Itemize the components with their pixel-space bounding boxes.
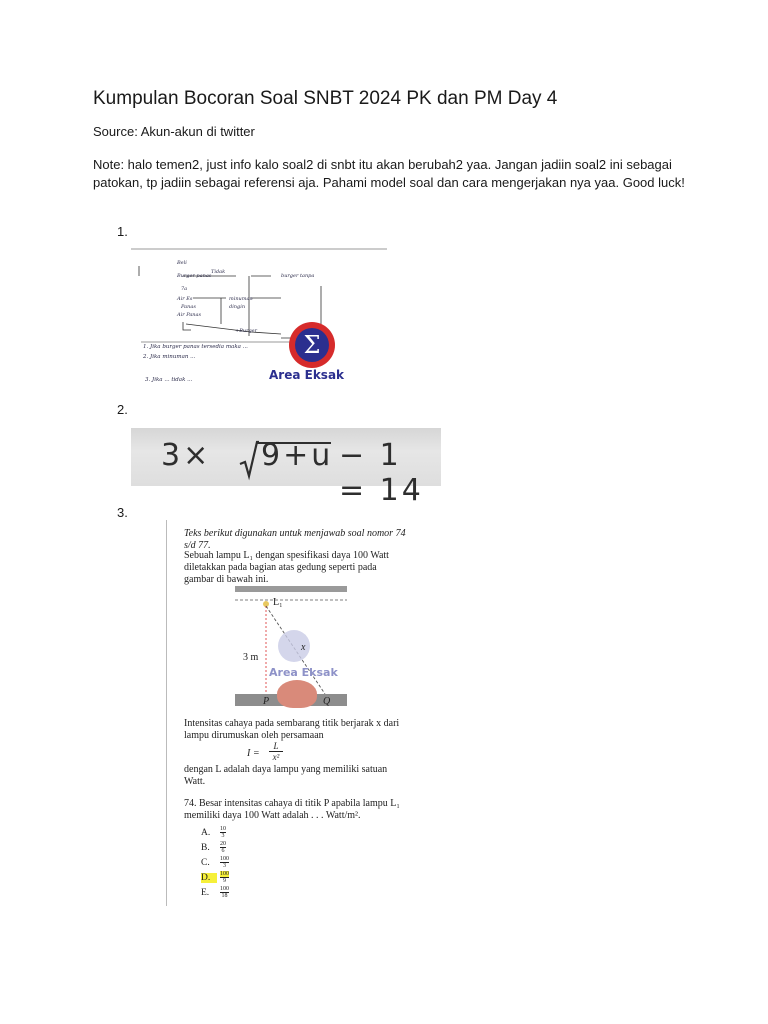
textbook-page-image [166, 520, 413, 906]
question-74: 74. Besar intensitas cahaya di titik P apabila lampu L₁ memiliki daya 100 Watt adalah . . . Watt/m². [184, 798, 400, 821]
document-title: Kumpulan Bocoran Soal SNBT 2024 PK dan PM Day 4 [93, 88, 558, 109]
answer-option [201, 886, 229, 899]
option-fraction [220, 871, 229, 884]
answer-option [201, 871, 229, 884]
option-denominator: 6 [221, 848, 225, 854]
sigma-symbol: Σ [295, 328, 329, 362]
note-minuman: minuman [229, 296, 253, 302]
equation-left: 3× [161, 438, 212, 473]
option-numerator: 10 [220, 826, 226, 832]
unit-text: dengan L adalah daya lampu yang memiliki satuan Watt. [184, 764, 388, 787]
note-tidak: Tidak [211, 269, 226, 275]
option-fraction [220, 886, 229, 899]
note-list-2: 2. Jika minuman ... [143, 354, 196, 360]
note-burger-panas: Burger panas [177, 273, 212, 279]
note-beli: Beli [177, 260, 187, 266]
handwritten-notes-image [131, 246, 387, 388]
note-list-3: 3. Jika ... tidak ... [145, 377, 193, 383]
label-x: x [301, 642, 306, 653]
emoji-face-icon [277, 680, 317, 708]
formula-lhs: I = [247, 748, 260, 759]
note-air-panas: Air Panas [177, 312, 202, 318]
sigma-logo-icon [289, 322, 335, 368]
option-letter: D. [201, 873, 217, 883]
option-letter: A. [201, 827, 211, 838]
note-dingin: dingin [229, 304, 246, 310]
answer-option [201, 841, 226, 854]
label-q: Q [323, 696, 331, 707]
answer-option [201, 856, 229, 869]
note-list-1: 1. Jika burger panas tersedia maka ... [143, 344, 248, 350]
option-denominator: 18 [221, 893, 228, 899]
option-fraction [220, 856, 229, 869]
option-numerator: 20 [220, 841, 226, 847]
equation-right: − 1 = 14 [339, 438, 424, 508]
option-numerator: 100 [220, 886, 229, 892]
note-tambah: +Burger [235, 328, 258, 334]
handwriting-lines [131, 246, 387, 388]
intensity-text: Intensitas cahaya pada sembarang titik berjarak x dari lampu dirumuskan oleh persamaan [184, 718, 400, 741]
item-number-2: 2. [117, 402, 128, 417]
option-numerator: 100 [220, 856, 229, 862]
formula-numerator: L [269, 742, 283, 752]
option-numerator: 100 [220, 871, 229, 877]
note-panas: Panas [181, 304, 196, 310]
option-denominator: 3 [221, 833, 225, 839]
formula-denominator: x² [272, 752, 280, 762]
option-fraction [220, 826, 226, 839]
option-letter: B. [201, 842, 210, 853]
note-7a: 7a [181, 286, 188, 292]
note-air-es: Air Es [177, 296, 193, 302]
note-burger-tanpa: burger tanpa [281, 273, 315, 279]
item-number-3: 3. [117, 505, 128, 520]
label-height: 3 m [243, 652, 259, 663]
option-letter: E. [201, 887, 210, 898]
label-lamp: L₁ [273, 597, 283, 608]
equation-radicand: 9+u [261, 438, 334, 473]
label-p: P [263, 696, 270, 707]
equation-image [131, 428, 441, 508]
watermark-text-2: Area Eksak [269, 666, 338, 679]
option-fraction [220, 841, 226, 854]
item-number-1: 1. [117, 224, 128, 239]
option-denominator: 3 [223, 863, 226, 869]
option-denominator: 9 [223, 878, 226, 884]
note-paragraph: Note: halo temen2, just info kalo soal2 di snbt itu akan berubah2 yaa. Jangan jadiin soal2 ini sebagai patokan, tp jadiin sebagai referensi aja. Pahami model soal dan cara mengerjakan nya yaa. Good luck! [93, 157, 685, 190]
intro-text: Teks berikut digunakan untuk menjawab soal nomor 74 s/d 77. [184, 528, 406, 551]
option-letter: C. [201, 857, 210, 868]
source-line: Source: Akun-akun di twitter [93, 124, 255, 139]
watermark-text: Area Eksak [269, 368, 345, 382]
problem-paragraph: Sebuah lampu L₁ dengan spesifikasi daya 100 Watt diletakkan pada bagian atas gedung seperti pada gambar di bawah ini. [184, 550, 389, 585]
radical-sign-icon [239, 440, 259, 480]
answer-option [201, 826, 226, 839]
